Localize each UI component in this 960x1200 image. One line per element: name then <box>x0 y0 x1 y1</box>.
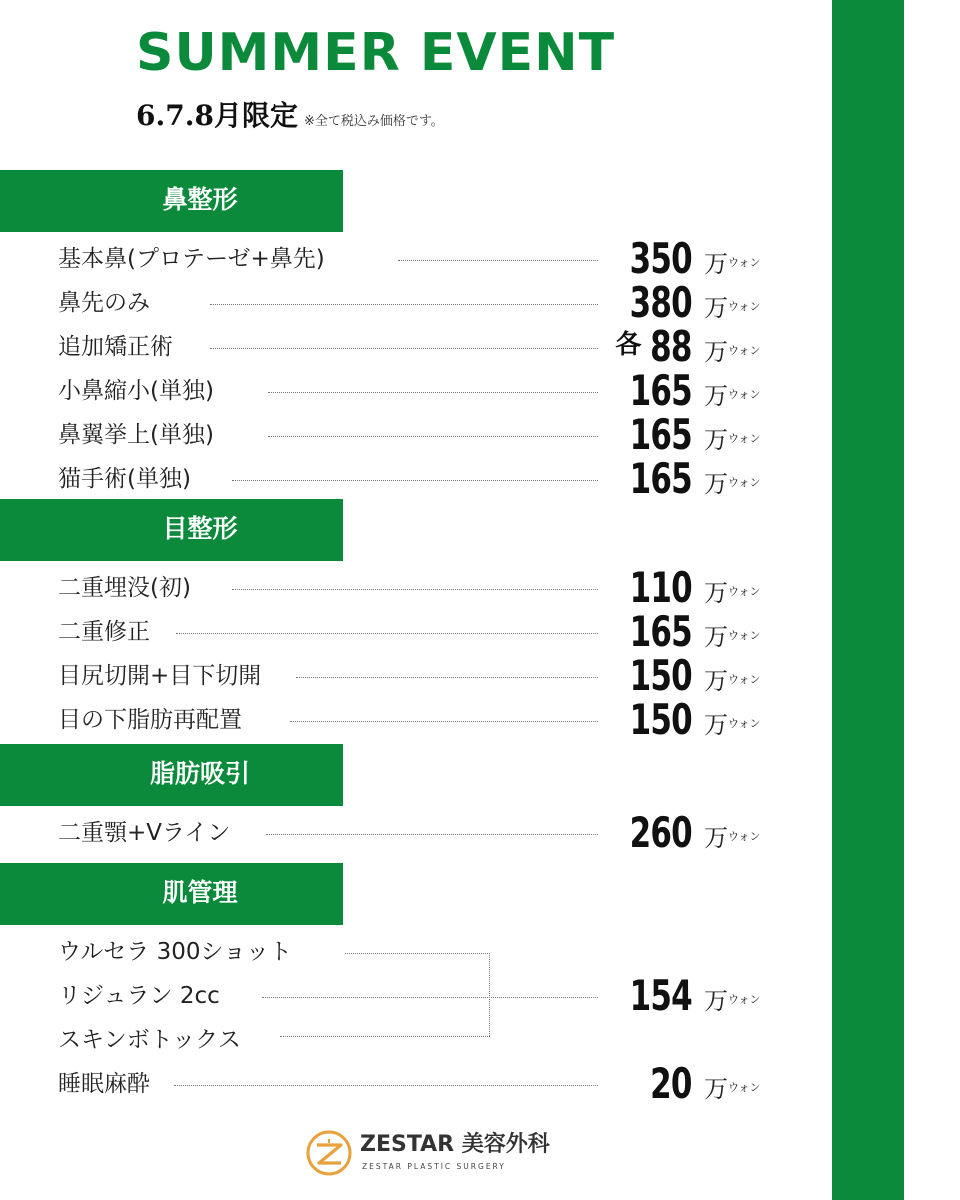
unit-won: ウォン <box>728 629 761 642</box>
price-value: 260 <box>629 808 692 857</box>
item-name: 二重埋没(初) <box>58 575 191 601</box>
price-unit <box>704 981 761 1016</box>
list-item <box>0 607 800 656</box>
price-value: 20 <box>650 1059 692 1108</box>
price-unit <box>704 1069 761 1104</box>
price-unit <box>704 244 761 279</box>
dotted-leader <box>174 1085 598 1086</box>
item-name: 目尻切開+目下切開 <box>58 663 262 689</box>
price-value: 150 <box>629 651 692 700</box>
item-price <box>616 651 692 700</box>
item-name: 二重顎+Vライン <box>58 820 231 846</box>
unit-man: 万 <box>704 250 728 278</box>
dotted-leader <box>398 260 598 261</box>
dotted-leader <box>210 348 598 349</box>
dotted-leader <box>268 392 598 393</box>
item-price <box>616 695 692 744</box>
unit-won: ウォン <box>728 388 761 401</box>
page-title: SUMMER EVENT <box>136 23 616 83</box>
group-bracket-bottom <box>280 1036 490 1037</box>
price-unit <box>704 376 761 411</box>
unit-man: 万 <box>704 338 728 366</box>
item-name: 二重修正 <box>58 619 150 645</box>
price-unit <box>704 617 761 652</box>
item-price <box>616 234 692 283</box>
item-name: 小鼻縮小(単独) <box>58 378 214 404</box>
dotted-leader <box>232 589 598 590</box>
item-name: 基本鼻(プロテーゼ+鼻先) <box>58 246 325 272</box>
item-name: 目の下脂肪再配置 <box>58 707 242 733</box>
list-item <box>0 322 800 371</box>
list-item <box>0 366 800 415</box>
price-value: 350 <box>629 234 692 283</box>
price-unit <box>704 420 761 455</box>
logo-subtitle: ZESTAR PLASTIC SURGERY <box>362 1162 506 1171</box>
unit-man: 万 <box>704 579 728 607</box>
item-price <box>616 410 692 459</box>
price-unit <box>704 288 761 323</box>
event-period <box>136 94 444 134</box>
group-bracket-top <box>345 953 490 954</box>
item-price <box>616 607 692 656</box>
dotted-leader <box>268 436 598 437</box>
list-item <box>0 563 800 612</box>
unit-man: 万 <box>704 1075 728 1103</box>
list-item <box>0 1019 800 1063</box>
list-item <box>0 651 800 700</box>
list-item <box>0 695 800 744</box>
list-item <box>0 234 800 283</box>
price-prefix: 各 <box>615 330 642 360</box>
section-label: 目整形 <box>162 514 238 543</box>
zestar-logo-icon <box>306 1130 352 1176</box>
item-name: 鼻先のみ <box>58 290 150 316</box>
list-item <box>0 1059 800 1108</box>
dotted-leader <box>232 480 598 481</box>
list-item <box>0 808 800 857</box>
unit-man: 万 <box>704 294 728 322</box>
tax-note: ※全て税込み価格です。 <box>303 114 444 129</box>
price-unit <box>704 464 761 499</box>
unit-won: ウォン <box>728 256 761 269</box>
section-label: 脂肪吸引 <box>149 759 250 788</box>
clinic-logo <box>306 1128 566 1180</box>
dotted-leader <box>290 721 598 722</box>
logo-name: ZESTAR 美容外科 <box>360 1132 550 1157</box>
price-unit <box>704 818 761 853</box>
unit-man: 万 <box>704 382 728 410</box>
unit-won: ウォン <box>728 300 761 313</box>
unit-man: 万 <box>704 987 728 1015</box>
price-unit <box>704 332 761 367</box>
unit-won: ウォン <box>728 673 761 686</box>
unit-won: ウォン <box>728 993 761 1006</box>
item-name: 睡眠麻酔 <box>58 1071 150 1097</box>
list-item <box>0 278 800 327</box>
group-bracket <box>489 953 490 1036</box>
unit-won: ウォン <box>728 717 761 730</box>
section-header-skin <box>0 863 343 925</box>
price-value: 380 <box>629 278 692 327</box>
item-price <box>616 971 692 1020</box>
section-header-liposuction <box>0 744 343 806</box>
price-value: 165 <box>629 607 692 656</box>
price-value: 110 <box>629 563 692 612</box>
price-value: 150 <box>629 695 692 744</box>
section-header-eye <box>0 499 343 561</box>
item-name: リジュラン 2cc <box>58 983 220 1009</box>
unit-won: ウォン <box>728 830 761 843</box>
dotted-leader <box>262 997 598 998</box>
price-value: 154 <box>629 971 692 1020</box>
item-name: スキンボトックス <box>58 1027 241 1053</box>
unit-man: 万 <box>704 711 728 739</box>
item-price <box>641 1059 692 1108</box>
right-green-stripe <box>832 0 904 1200</box>
unit-man: 万 <box>704 470 728 498</box>
period-label: 6.7.8月限定 <box>136 99 298 132</box>
item-name: 追加矯正術 <box>58 334 173 360</box>
price-value: 165 <box>629 454 692 503</box>
dotted-leader <box>210 304 598 305</box>
section-label: 鼻整形 <box>162 185 238 214</box>
item-price <box>616 366 692 415</box>
price-unit <box>704 661 761 696</box>
unit-won: ウォン <box>728 344 761 357</box>
item-name: 猫手術(単独) <box>58 466 191 492</box>
list-item <box>0 971 800 1020</box>
unit-man: 万 <box>704 667 728 695</box>
unit-won: ウォン <box>728 476 761 489</box>
item-price <box>616 278 692 327</box>
list-item <box>0 410 800 459</box>
dotted-leader <box>176 633 598 634</box>
price-value: 165 <box>629 366 692 415</box>
unit-won: ウォン <box>728 432 761 445</box>
unit-man: 万 <box>704 426 728 454</box>
item-price <box>615 322 692 371</box>
unit-won: ウォン <box>728 1081 761 1094</box>
dotted-leader <box>266 834 598 835</box>
price-unit <box>704 705 761 740</box>
list-item <box>0 454 800 503</box>
unit-man: 万 <box>704 824 728 852</box>
item-name: 鼻翼挙上(単独) <box>58 422 214 448</box>
item-price <box>616 454 692 503</box>
price-value: 165 <box>629 410 692 459</box>
unit-won: ウォン <box>728 585 761 598</box>
section-header-nose <box>0 170 343 232</box>
item-name: ウルセラ 300ショット <box>58 939 293 965</box>
section-label: 肌管理 <box>162 878 238 907</box>
price-unit <box>704 573 761 608</box>
dotted-leader <box>296 677 598 678</box>
item-price <box>616 808 692 857</box>
item-price <box>616 563 692 612</box>
unit-man: 万 <box>704 623 728 651</box>
price-value: 88 <box>650 322 692 371</box>
